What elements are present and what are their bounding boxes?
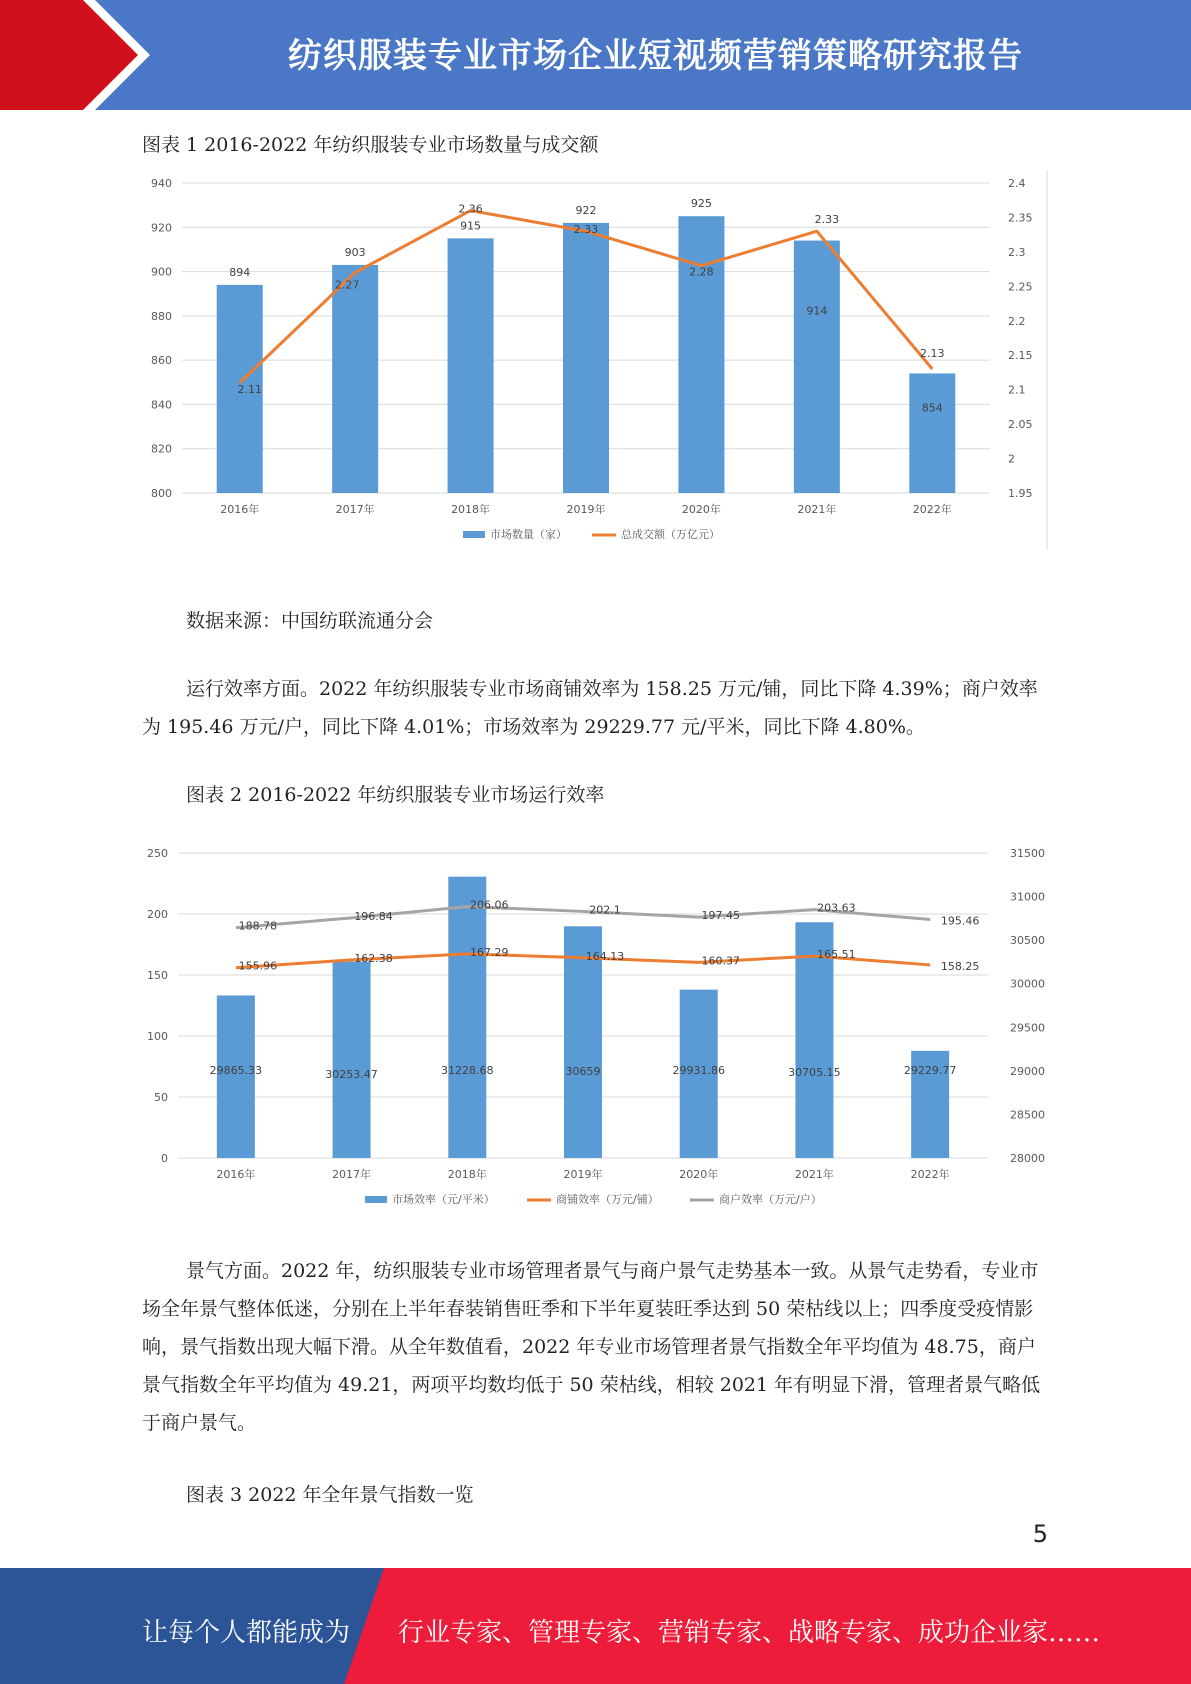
chart2-right-tick: 28500 bbox=[1010, 1108, 1045, 1122]
figure1-caption: 图表 1 2016-2022 年纺织服装专业市场数量与成交额 bbox=[142, 134, 599, 156]
chart1-left-tick: 820 bbox=[151, 442, 172, 456]
chart2-shop-label: 158.25 bbox=[940, 959, 980, 973]
chart1-right-tick: 2.2 bbox=[1008, 314, 1026, 328]
chart1-left-tick: 920 bbox=[151, 221, 172, 235]
chart2-x-tick: 2018年 bbox=[447, 1168, 487, 1181]
chart2-left-tick: 250 bbox=[147, 847, 168, 860]
chart1-right-tick: 2.35 bbox=[1008, 211, 1033, 225]
chart2-svg bbox=[140, 840, 1050, 1220]
chart2-left-tick: 100 bbox=[147, 1030, 168, 1043]
chart2-legend-label-merchant: 商户效率（万元/户） bbox=[719, 1193, 822, 1206]
chart1-right-tick: 2.15 bbox=[1008, 349, 1033, 363]
chart2-bar bbox=[448, 877, 486, 1158]
chart1-legend-label-bars: 市场数量（家） bbox=[490, 528, 567, 541]
chart1-line-label: 2.27 bbox=[334, 278, 360, 292]
chart1-left-tick: 880 bbox=[151, 309, 172, 323]
chart1-right-tick: 2.3 bbox=[1008, 245, 1026, 259]
chart1-x-tick: 2016年 bbox=[220, 503, 260, 516]
figure1-chart bbox=[140, 165, 1050, 559]
chart2-right-tick: 30500 bbox=[1010, 934, 1045, 948]
chart2-bar-label: 30705.15 bbox=[788, 1066, 841, 1079]
chart2-bar-label: 30659 bbox=[565, 1065, 601, 1078]
chart2-right-tick: 29500 bbox=[1010, 1021, 1045, 1035]
chart1-bar bbox=[794, 241, 840, 493]
chart1-bar bbox=[332, 265, 378, 493]
chart1-bar-label: 914 bbox=[806, 304, 828, 318]
chart2-shop-label: 167.29 bbox=[470, 945, 509, 959]
chart2-left-tick: 200 bbox=[147, 908, 168, 921]
chart1-bar-label: 925 bbox=[690, 197, 712, 211]
chart2-bar-label: 31228.68 bbox=[441, 1064, 494, 1077]
chart1-line-label: 2.33 bbox=[814, 213, 840, 227]
chart2-shop-label: 165.51 bbox=[817, 948, 856, 962]
chart1-line-label: 2.33 bbox=[573, 223, 599, 237]
chart1-left-tick: 900 bbox=[151, 265, 172, 279]
chart2-right-tick: 31500 bbox=[1010, 847, 1045, 860]
chart2-merchant-label: 188.78 bbox=[238, 919, 278, 933]
footer-slogan-right: 行业专家、管理专家、营销专家、战略专家、成功企业家…… bbox=[398, 1618, 1101, 1648]
header-title: 纺织服装专业市场企业短视频营销策略研究报告 bbox=[288, 36, 1023, 76]
chart2-shop-label: 155.96 bbox=[238, 959, 278, 973]
chart2-shop-label: 164.13 bbox=[585, 949, 625, 963]
chart2-x-tick: 2019年 bbox=[563, 1168, 603, 1181]
paragraph-sentiment: 景气方面。2022 年，纺织服装专业市场管理者景气与商户景气走势基本一致。从景气走势看，专业市场全年景气整体低迷，分别在上半年春装销售旺季和下半年夏装旺季达到 50 荣枯线以上；四季度受疫情影响，景气指数出现大幅下滑。从全年数值看，2022 年专业市场管理者景气指数全年平均值为 48.75，商户景气指数全年平均值为 49.21，两项平均数均低于 50 荣枯线，相较 2021 年有明显下滑，管理者景气略低于商户景气。 bbox=[142, 1260, 1041, 1434]
chart1-right-tick: 2 bbox=[1008, 452, 1015, 466]
chart1-right-tick: 2.25 bbox=[1008, 280, 1033, 294]
chart1-bar bbox=[678, 216, 724, 493]
page-footer bbox=[0, 1568, 1191, 1684]
page-header bbox=[0, 0, 1191, 110]
chart2-merchant-label: 196.84 bbox=[354, 909, 393, 923]
chart1-legend-swatch-bars bbox=[463, 531, 485, 538]
footer-slogan-left: 让每个人都能成为 bbox=[142, 1618, 351, 1648]
chart1-x-tick: 2021年 bbox=[797, 503, 837, 516]
chart2-legend-label-market: 市场效率（元/平米） bbox=[392, 1193, 495, 1206]
chart1-x-tick: 2019年 bbox=[566, 503, 606, 516]
chart1-line-label: 2.36 bbox=[458, 202, 483, 216]
chart2-right-tick: 29000 bbox=[1010, 1064, 1045, 1078]
chart2-bar-label: 29865.33 bbox=[209, 1064, 263, 1077]
page-number: 5 bbox=[1032, 1520, 1048, 1548]
chart1-bar bbox=[909, 373, 955, 493]
chart2-bar-label: 30253.47 bbox=[325, 1068, 378, 1081]
chart2-x-tick: 2016年 bbox=[216, 1168, 256, 1181]
chart2-left-tick: 0 bbox=[161, 1152, 168, 1165]
chart1-line-label: 2.28 bbox=[689, 265, 714, 279]
figure2-caption: 图表 2 2016-2022 年纺织服装专业市场运行效率 bbox=[186, 784, 605, 806]
chart1-right-tick: 1.95 bbox=[1008, 487, 1033, 500]
chart2-left-tick: 50 bbox=[154, 1091, 168, 1104]
chart2-bar bbox=[333, 962, 371, 1158]
chart1-bar-label: 894 bbox=[229, 265, 251, 279]
chart1-x-tick: 2017年 bbox=[335, 503, 375, 516]
chart1-right-tick: 2.05 bbox=[1008, 418, 1033, 432]
chart2-legend-label-shop: 商铺效率（万元/铺） bbox=[556, 1193, 659, 1206]
chart1-x-tick: 2020年 bbox=[681, 503, 721, 516]
chart1-line-label: 2.13 bbox=[920, 347, 945, 360]
chart2-shop-label: 160.37 bbox=[701, 954, 740, 968]
chart2-right-tick: 28000 bbox=[1010, 1152, 1045, 1165]
chart2-merchant-label: 202.1 bbox=[589, 903, 621, 917]
chart1-left-tick: 800 bbox=[151, 487, 172, 500]
chart1-line-label: 2.11 bbox=[237, 382, 262, 396]
chart1-bar bbox=[563, 223, 609, 493]
chart2-right-tick: 31000 bbox=[1010, 890, 1045, 904]
chart2-right-tick: 30000 bbox=[1010, 977, 1045, 991]
chart2-bar-label: 29229.77 bbox=[903, 1064, 957, 1077]
chart1-x-tick: 2022年 bbox=[912, 503, 952, 516]
paragraph-efficiency: 运行效率方面。2022 年纺织服装专业市场商铺效率为 158.25 万元/铺，同比下降 4.39%；商户效率为 195.46 万元/户，同比下降 4.01%；市场效率为 29229.77 元/平米，同比下降 4.80%。 bbox=[142, 678, 1038, 738]
chart2-merchant-label: 203.63 bbox=[817, 901, 856, 915]
chart2-merchant-label: 197.45 bbox=[701, 909, 740, 923]
chart2-bar-label: 29931.86 bbox=[672, 1064, 725, 1077]
chart1-left-tick: 940 bbox=[151, 177, 172, 190]
chart2-x-tick: 2017年 bbox=[332, 1168, 372, 1181]
chart1-bar-label: 903 bbox=[344, 245, 366, 259]
chart2-shop-label: 162.38 bbox=[354, 951, 393, 965]
chart2-x-tick: 2020年 bbox=[679, 1168, 719, 1181]
chart1-svg bbox=[140, 165, 1050, 555]
figure2-chart bbox=[140, 840, 1050, 1224]
chart2-left-tick: 150 bbox=[147, 969, 168, 982]
chart1-left-tick: 860 bbox=[151, 354, 172, 368]
chart1-right-tick: 2.4 bbox=[1008, 177, 1026, 190]
chart2-merchant-label: 195.46 bbox=[940, 914, 980, 928]
chart1-left-tick: 840 bbox=[151, 398, 172, 412]
chart1-legend-label-line: 总成交额（万亿元） bbox=[621, 528, 720, 541]
chart2-legend-swatch-market bbox=[365, 1196, 387, 1203]
chart1-bar-label: 915 bbox=[460, 219, 482, 233]
chart1-x-tick: 2018年 bbox=[451, 503, 491, 516]
data-source: 数据来源：中国纺联流通分会 bbox=[186, 610, 434, 632]
chart1-right-tick: 2.1 bbox=[1008, 383, 1026, 397]
figure3-caption: 图表 3 2022 年全年景气指数一览 bbox=[186, 1484, 474, 1506]
chart2-x-tick: 2022年 bbox=[910, 1168, 950, 1181]
chart2-merchant-label: 206.06 bbox=[470, 898, 509, 912]
chart2-x-tick: 2021年 bbox=[794, 1168, 834, 1181]
chart1-bar bbox=[448, 238, 494, 493]
chart1-bar-label: 922 bbox=[575, 203, 597, 217]
chart1-bar-label: 854 bbox=[921, 401, 943, 415]
